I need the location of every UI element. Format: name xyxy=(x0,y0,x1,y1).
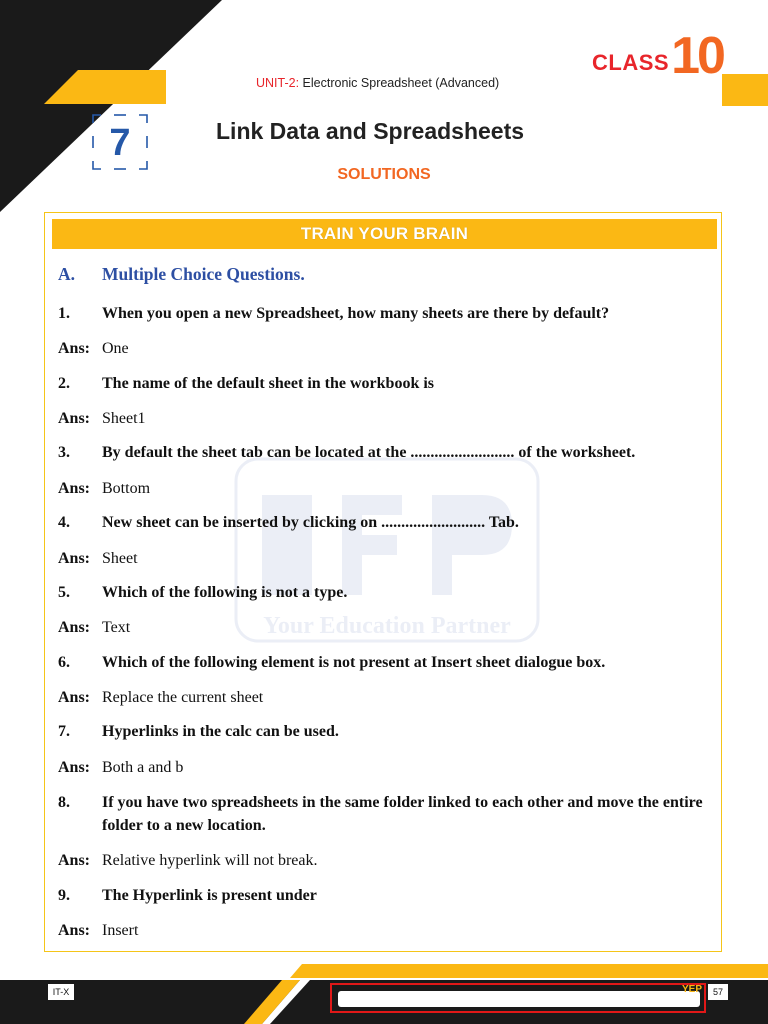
answer-text: Replace the current sheet xyxy=(102,689,264,706)
question-text: Hyperlinks in the calc can be used. xyxy=(102,723,339,740)
answer-label: Ans: xyxy=(58,480,91,497)
answer-label: Ans: xyxy=(58,550,91,567)
question-number: 8. xyxy=(58,794,70,811)
question-number: 7. xyxy=(58,723,70,740)
question-number: 3. xyxy=(58,444,70,461)
question-text: By default the sheet tab can be located at the .......................... of the worksheet. xyxy=(102,444,636,461)
watermark-text: Your Education Partner xyxy=(263,613,511,639)
question-number: 5. xyxy=(58,584,70,601)
class-logo xyxy=(592,27,723,85)
class-word: CLASS xyxy=(592,50,670,75)
question-number: 1. xyxy=(58,305,70,322)
answer-text: Both a and b xyxy=(102,759,184,776)
answer-label: Ans: xyxy=(58,410,91,427)
chapter-number: 7 xyxy=(109,122,131,164)
answer-text: Insert xyxy=(102,922,139,939)
section-heading xyxy=(58,264,305,285)
answer-label: Ans: xyxy=(58,852,91,869)
question-number: 2. xyxy=(58,375,70,392)
chapter-title: Link Data and Spreadsheets xyxy=(216,118,525,144)
question-text: The name of the default sheet in the workbook is xyxy=(102,375,435,392)
question-number: 6. xyxy=(58,654,70,671)
answer-text: Text xyxy=(102,619,131,636)
class-number: 10 xyxy=(671,27,723,85)
answer-label: Ans: xyxy=(58,689,91,706)
subtitle xyxy=(0,166,768,184)
unit-line xyxy=(256,76,499,90)
subject-code: IT-X xyxy=(48,984,74,1000)
answer-text: Sheet xyxy=(102,550,138,567)
page-number: 57 xyxy=(708,984,728,1000)
answer-label: Ans: xyxy=(58,759,91,776)
redaction-scribble xyxy=(338,991,700,1007)
answer-label: Ans: xyxy=(58,340,91,357)
answer-label: Ans: xyxy=(58,922,91,939)
unit-tag: UNIT-2: xyxy=(256,76,300,90)
answer-text: Relative hyperlink will not break. xyxy=(102,852,318,869)
section-title: Multiple Choice Questions. xyxy=(102,264,305,284)
question-text: If you have two spreadsheets in the same folder linked to each other and move the entire folder to a new location. xyxy=(102,794,703,834)
answer-text: Bottom xyxy=(102,480,151,497)
section-banner: TRAIN YOUR BRAIN xyxy=(52,219,717,249)
question-text: When you open a new Spreadsheet, how many sheets are there by default? xyxy=(102,305,610,322)
answer-label: Ans: xyxy=(58,619,91,636)
brand-mark: YEP xyxy=(682,984,703,995)
question-number: 4. xyxy=(58,514,70,531)
question-text: New sheet can be inserted by clicking on .......................... Tab. xyxy=(102,514,519,531)
redacted-footer-text xyxy=(330,983,706,1013)
question-text: Which of the following element is not present at Insert sheet dialogue box. xyxy=(102,654,606,671)
answer-text: One xyxy=(102,340,129,357)
question-number: 9. xyxy=(58,887,70,904)
question-text: Which of the following is not a type. xyxy=(102,584,348,601)
question-text: The Hyperlink is present under xyxy=(102,887,317,904)
unit-name: Electronic Spreadsheet (Advanced) xyxy=(302,76,500,90)
section-letter: A. xyxy=(58,264,76,284)
subtitle-text: SOLUTIONS xyxy=(337,166,431,183)
answer-text: Sheet1 xyxy=(102,410,146,427)
